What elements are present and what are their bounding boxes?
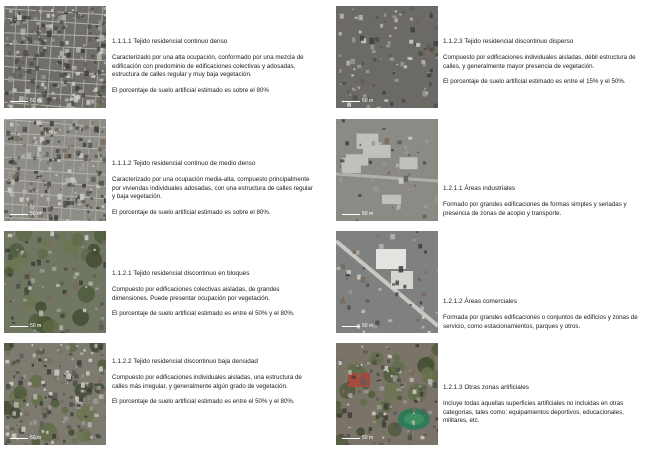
category-description: Formada por grandes edificaciones o conjuntos de edificios y zonas de servicio, como estacionamientos, parques y otros. — [443, 314, 638, 330]
category-description: Compuesto por edificaciones individuales aisladas, una estructura de calles más irregular, y generalmente algún grado de vegetación. — [112, 374, 302, 390]
category-title — [112, 358, 317, 366]
artificial-soil-percentage: El porcentaje de suelo artificial estimado es sobre el 80%. — [112, 208, 271, 216]
category-description: Caracterizado por una alta ocupación, conformado por una mezcla de edificación con predominio de edificaciones colectivas y adosadas, estructura de calles regular y muy baja vegetación. — [112, 54, 304, 79]
category-code: 1.2.1.1 — [443, 185, 463, 192]
category-name: Otras zonas artificiales — [464, 384, 529, 391]
category-description-block — [443, 298, 643, 338]
category-description-block — [112, 270, 317, 319]
category-description: Formado por grandes edificaciones de formas simples y seriadas y presencia de zonas de acopio y transporte. — [443, 201, 627, 217]
category-title — [443, 384, 643, 392]
category-title — [443, 185, 643, 193]
category-name: Áreas industriales — [464, 185, 516, 192]
category-description-block — [112, 358, 317, 407]
aerial-photo-1-1-2-2 — [4, 343, 106, 445]
category-title — [112, 38, 317, 46]
category-title — [112, 160, 317, 168]
scale-bar-label: 50 m — [30, 323, 42, 329]
category-description: Compuesto por edificaciones individuales aisladas, débil estructura de calles, y generalmente mayor presencia de vegetación. — [443, 54, 636, 70]
scale-bar-label: 50 m — [30, 98, 42, 104]
category-code: 1.2.1.2 — [443, 298, 463, 305]
category-title — [112, 270, 317, 278]
category-name: Tejido residencial continuo de medio denso — [133, 160, 256, 167]
category-code: 1.1.1.2 — [112, 160, 132, 167]
artificial-soil-percentage: El porcentaje de suelo artificial estimado es sobre el 80% — [112, 86, 269, 94]
category-title — [443, 298, 643, 306]
category-title — [443, 38, 643, 46]
category-code: 1.2.1.3 — [443, 384, 463, 391]
scale-bar-label: 50 m — [362, 98, 374, 104]
scale-bar-label: 50 m — [362, 211, 374, 217]
aerial-photo-1-2-1-1 — [336, 119, 438, 221]
scale-bar-label: 50 m — [362, 435, 374, 441]
scale-bar-label: 50 m — [362, 323, 374, 329]
category-description-block — [112, 160, 317, 217]
aerial-photo-1-1-1-1 — [4, 6, 106, 108]
category-description: Compuesto por edificaciones colectivas aisladas, de grandes dimensiones. Puede presentar ocupación por vegetación. — [112, 286, 280, 302]
category-description-block — [443, 38, 643, 87]
category-name: Áreas comerciales — [464, 298, 517, 305]
category-code: 1.1.2.1 — [112, 270, 132, 277]
category-description-block — [112, 38, 317, 95]
category-code: 1.1.2.2 — [112, 358, 132, 365]
aerial-photo-1-1-2-3 — [336, 6, 438, 108]
category-description-block — [443, 384, 643, 433]
category-code: 1.1.2.3 — [443, 38, 463, 45]
category-description-block — [443, 185, 643, 225]
aerial-photo-1-2-1-2 — [336, 231, 438, 333]
category-name: Tejido residencial discontinuo en bloques — [133, 270, 250, 277]
artificial-soil-percentage: El porcentaje de suelo artificial estimado es entre el 50% y el 80%. — [112, 398, 295, 406]
artificial-soil-percentage: El porcentaje de suelo artificial estimado es entre el 50% y el 80%. — [112, 310, 295, 318]
aerial-photo-1-2-1-3 — [336, 343, 438, 445]
category-description: Caracterizado por una ocupación media-alta, compuesto principalmente por viviendas individuales adosadas, con una estructura de calles regular y baja vegetación. — [112, 176, 313, 201]
category-description: Incluye todas aquellas superficies artificiales no incluidas en otras categorías, tales como: equipamientos deportivos, educacionales, militares, etc. — [443, 400, 624, 425]
category-name: Tejido residencial discontinuo baja densidad — [133, 358, 258, 365]
category-code: 1.1.1.1 — [112, 38, 132, 45]
aerial-photo-1-1-1-2 — [4, 119, 106, 221]
category-name: Tejido residencial continuo denso — [133, 38, 228, 45]
scale-bar-label: 50 m — [30, 211, 42, 217]
aerial-photo-1-1-2-1 — [4, 231, 106, 333]
artificial-soil-percentage: El porcentaje de suelo artificial estimado es entre el 15% y el 50%. — [443, 78, 626, 86]
category-name: Tejido residencial discontinuo disperso — [464, 38, 574, 45]
scale-bar-label: 50 m — [30, 435, 42, 441]
